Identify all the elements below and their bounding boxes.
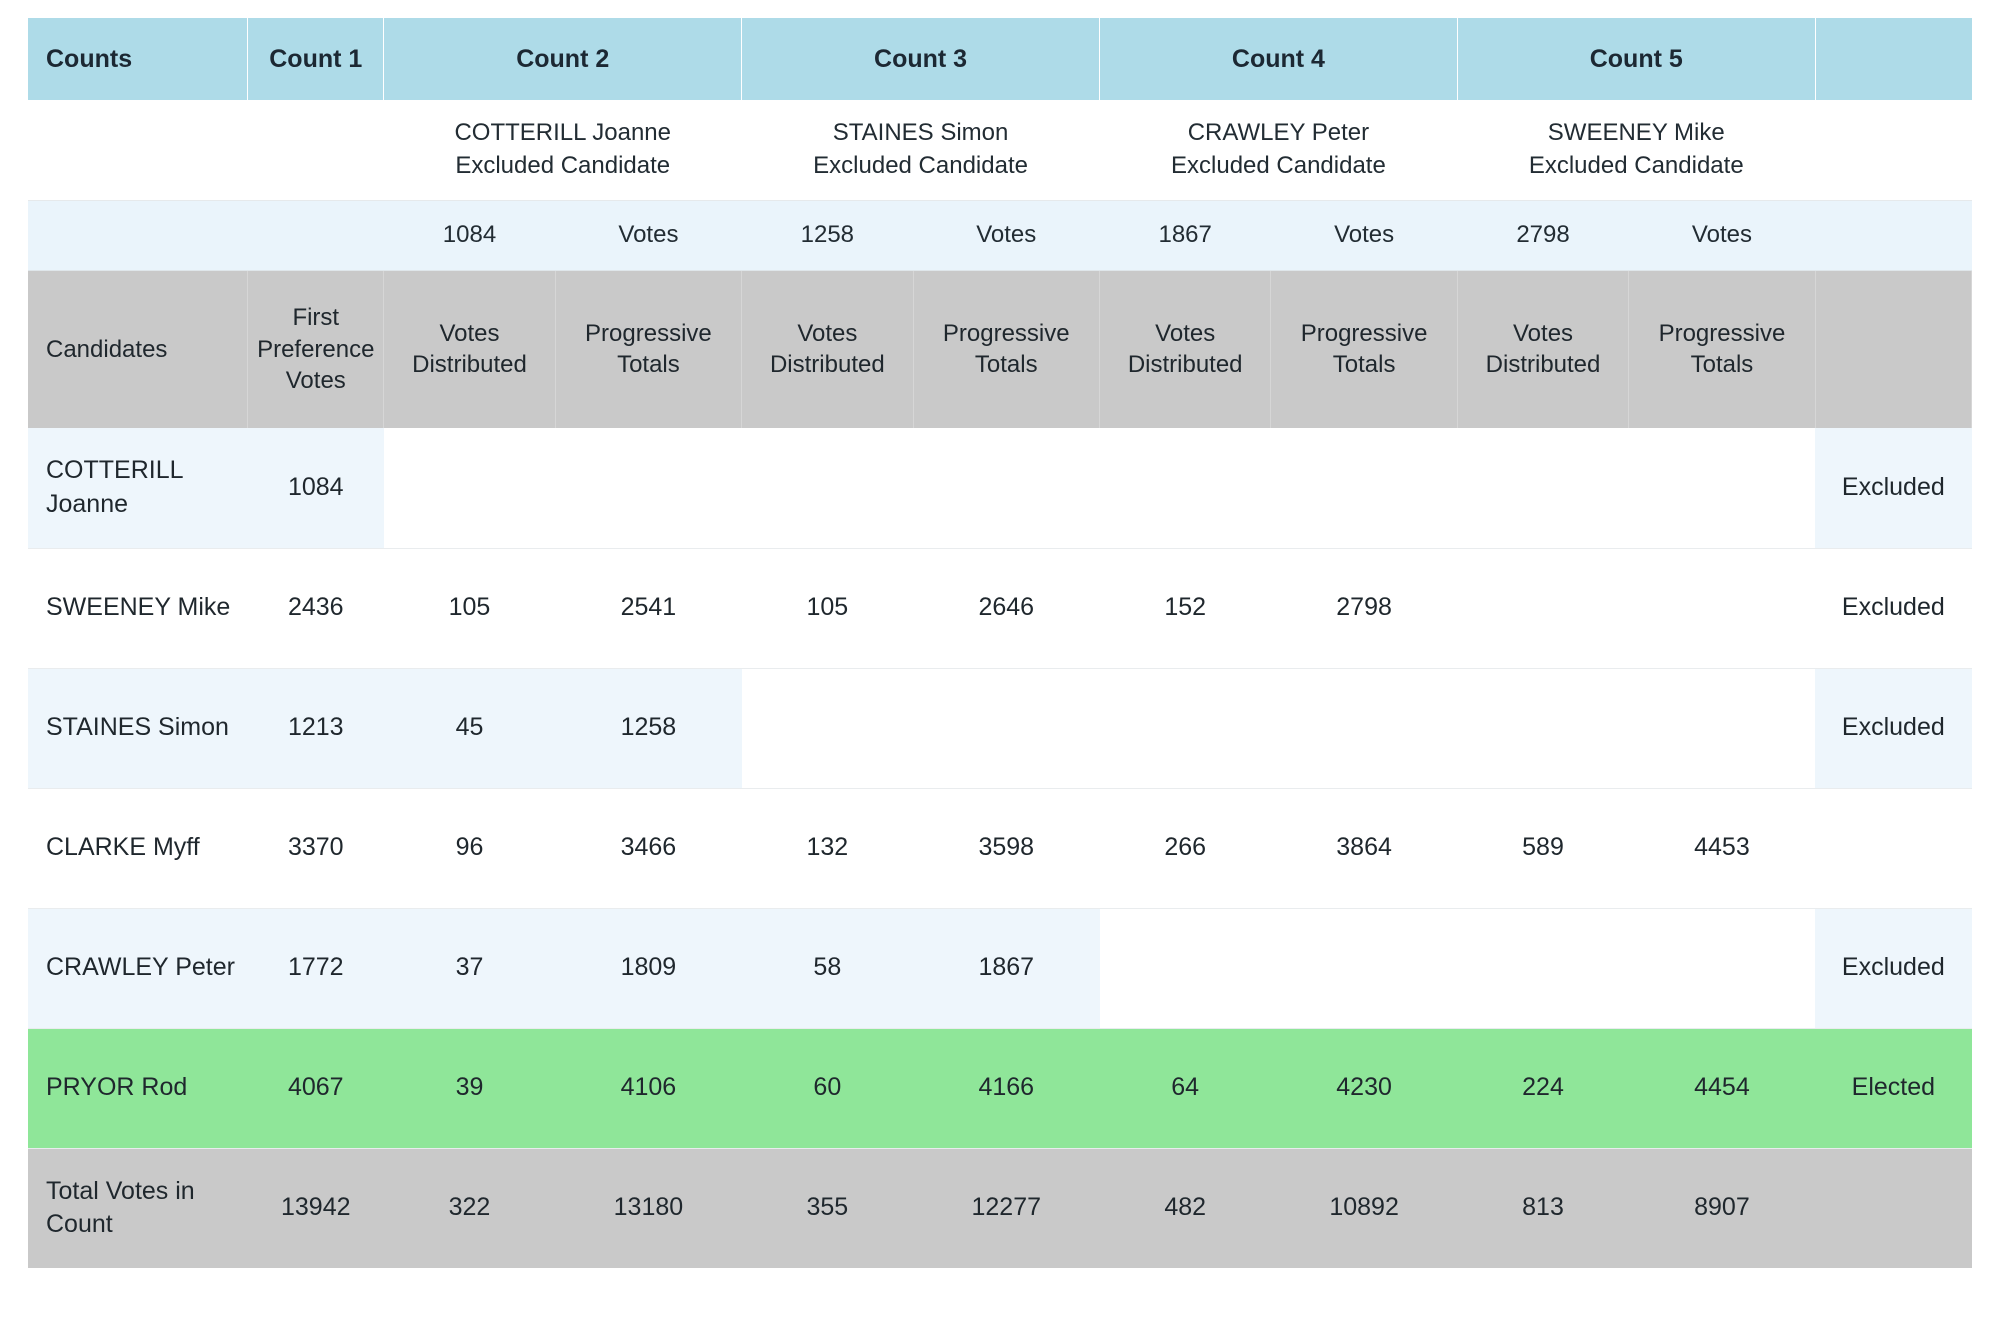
total-count-3-votes-distributed: 355 — [742, 1148, 913, 1268]
count-5-progressive-total: 4453 — [1629, 788, 1815, 908]
count-5-votes-distributed — [1457, 668, 1628, 788]
excluded-blank-name — [28, 100, 248, 200]
count-3-votes-distributed — [742, 668, 913, 788]
table-row — [28, 428, 1972, 548]
first-preference-votes: 1772 — [248, 908, 384, 1028]
election-count-results-table — [28, 18, 1972, 1268]
table-row — [28, 668, 1972, 788]
count-2-excluded-candidate-name: COTTERILL Joanne — [454, 119, 671, 147]
count-3-progressive-total: 2646 — [913, 548, 1099, 668]
votes-blank-name — [28, 200, 248, 270]
status-badge: Excluded — [1815, 548, 1971, 668]
excluded-blank-status — [1815, 100, 1971, 200]
candidate-name: SWEENEY Mike — [28, 548, 248, 668]
count-5-votes-distributed: 589 — [1457, 788, 1628, 908]
count-3-progressive-total: 3598 — [913, 788, 1099, 908]
first-preference-votes: 1213 — [248, 668, 384, 788]
candidate-name: COTTERILL Joanne — [28, 428, 248, 548]
count-3-progressive-total — [913, 668, 1099, 788]
count-5-votes-distributed-header: Votes Distributed — [1457, 270, 1628, 428]
count-2-progressive-totals-header: Progressive Totals — [555, 270, 741, 428]
count-5-votes-distributed: 224 — [1457, 1028, 1628, 1148]
count-2-votes-distributed: 37 — [384, 908, 555, 1028]
count-5-progressive-total — [1629, 428, 1815, 548]
count-5-votes-distributed — [1457, 908, 1628, 1028]
excluded-blank-count1 — [248, 100, 384, 200]
count-2-progressive-total: 3466 — [555, 788, 741, 908]
count-4-progressive-total: 4230 — [1271, 1028, 1457, 1148]
count-4-excluded-candidate-sub: Excluded Candidate — [1171, 151, 1386, 179]
first-preference-votes-header: First Preference Votes — [248, 270, 384, 428]
status-column-header — [1815, 270, 1971, 428]
count-3-progressive-total — [913, 428, 1099, 548]
count-2-progressive-total: 2541 — [555, 548, 741, 668]
count-3-votes-distributed: 60 — [742, 1028, 913, 1148]
first-preference-votes: 1084 — [248, 428, 384, 548]
count-2-votes-distributed: 96 — [384, 788, 555, 908]
total-count-4-votes-distributed: 482 — [1100, 1148, 1271, 1268]
count-5-progressive-total — [1629, 548, 1815, 668]
count-4-excluded-candidate — [1100, 100, 1458, 200]
count-5-progressive-total — [1629, 908, 1815, 1028]
count-2-excluded-votes-value: 1084 — [384, 200, 555, 270]
count-2-votes-label: Votes — [555, 200, 741, 270]
count-4-excluded-candidate-name: CRAWLEY Peter — [1187, 119, 1370, 147]
candidate-name: STAINES Simon — [28, 668, 248, 788]
count-3-votes-distributed: 58 — [742, 908, 913, 1028]
status-badge — [1815, 788, 1971, 908]
count-4-progressive-total — [1271, 668, 1457, 788]
table-row — [28, 548, 1972, 668]
total-count-5-votes-distributed: 813 — [1457, 1148, 1628, 1268]
column-header-row — [28, 270, 1972, 428]
count-4-votes-distributed — [1100, 428, 1271, 548]
count-4-progressive-total — [1271, 908, 1457, 1028]
first-preference-votes: 3370 — [248, 788, 384, 908]
total-count-2-progressive-total: 13180 — [555, 1148, 741, 1268]
status-badge: Excluded — [1815, 908, 1971, 1028]
count-3-votes-distributed-header: Votes Distributed — [742, 270, 913, 428]
status-column-header-blank — [1815, 18, 1971, 100]
first-preference-votes: 2436 — [248, 548, 384, 668]
totals-row — [28, 1148, 1972, 1268]
count-5-header: Count 5 — [1457, 18, 1815, 100]
count-2-votes-distributed — [384, 428, 555, 548]
counts-header-row — [28, 18, 1972, 100]
total-count-4-progressive-total: 10892 — [1271, 1148, 1457, 1268]
count-4-votes-distributed: 266 — [1100, 788, 1271, 908]
count-4-progressive-total: 2798 — [1271, 548, 1457, 668]
count-3-header: Count 3 — [742, 18, 1100, 100]
count-3-votes-label: Votes — [913, 200, 1099, 270]
count-4-votes-label: Votes — [1271, 200, 1457, 270]
count-3-excluded-candidate-sub: Excluded Candidate — [813, 151, 1028, 179]
count-5-progressive-totals-header: Progressive Totals — [1629, 270, 1815, 428]
candidates-column-header: Candidates — [28, 270, 248, 428]
table-row — [28, 908, 1972, 1028]
table-row — [28, 788, 1972, 908]
votes-blank-count1 — [248, 200, 384, 270]
total-first-preference-votes: 13942 — [248, 1148, 384, 1268]
count-3-votes-distributed — [742, 428, 913, 548]
count-3-progressive-totals-header: Progressive Totals — [913, 270, 1099, 428]
count-2-progressive-total: 4106 — [555, 1028, 741, 1148]
count-4-progressive-totals-header: Progressive Totals — [1271, 270, 1457, 428]
count-2-progressive-total — [555, 428, 741, 548]
count-4-excluded-votes-value: 1867 — [1100, 200, 1271, 270]
counts-label: Counts — [28, 18, 248, 100]
status-badge: Excluded — [1815, 428, 1971, 548]
count-2-votes-distributed: 105 — [384, 548, 555, 668]
status-badge: Elected — [1815, 1028, 1971, 1148]
count-3-progressive-total: 1867 — [913, 908, 1099, 1028]
table-row — [28, 1028, 1972, 1148]
count-3-votes-distributed: 105 — [742, 548, 913, 668]
count-2-progressive-total: 1258 — [555, 668, 741, 788]
count-2-votes-distributed: 39 — [384, 1028, 555, 1148]
total-votes-label: Total Votes in Count — [28, 1148, 248, 1268]
count-5-votes-label: Votes — [1629, 200, 1815, 270]
count-3-excluded-candidate — [742, 100, 1100, 200]
count-5-excluded-candidate-name: SWEENEY Mike — [1547, 119, 1725, 147]
count-2-header: Count 2 — [384, 18, 742, 100]
count-5-excluded-candidate — [1457, 100, 1815, 200]
count-2-votes-distributed: 45 — [384, 668, 555, 788]
excluded-candidate-row — [28, 100, 1972, 200]
count-4-progressive-total — [1271, 428, 1457, 548]
count-4-progressive-total: 3864 — [1271, 788, 1457, 908]
candidate-name: CLARKE Myff — [28, 788, 248, 908]
count-1-header: Count 1 — [248, 18, 384, 100]
count-4-votes-distributed: 64 — [1100, 1028, 1271, 1148]
count-2-progressive-total: 1809 — [555, 908, 741, 1028]
count-4-votes-distributed — [1100, 668, 1271, 788]
count-2-excluded-candidate — [384, 100, 742, 200]
count-4-votes-distributed: 152 — [1100, 548, 1271, 668]
count-5-votes-distributed — [1457, 548, 1628, 668]
totals-status-blank — [1815, 1148, 1971, 1268]
count-5-progressive-total: 4454 — [1629, 1028, 1815, 1148]
total-count-3-progressive-total: 12277 — [913, 1148, 1099, 1268]
count-5-progressive-total — [1629, 668, 1815, 788]
count-4-votes-distributed-header: Votes Distributed — [1100, 270, 1271, 428]
total-count-5-progressive-total: 8907 — [1629, 1148, 1815, 1268]
count-2-votes-distributed-header: Votes Distributed — [384, 270, 555, 428]
count-5-excluded-votes-value: 2798 — [1457, 200, 1628, 270]
status-badge: Excluded — [1815, 668, 1971, 788]
count-3-progressive-total: 4166 — [913, 1028, 1099, 1148]
count-4-header: Count 4 — [1100, 18, 1458, 100]
count-3-excluded-votes-value: 1258 — [742, 200, 913, 270]
candidate-name: CRAWLEY Peter — [28, 908, 248, 1028]
candidate-name: PRYOR Rod — [28, 1028, 248, 1148]
votes-subheader-row — [28, 200, 1972, 270]
count-5-excluded-candidate-sub: Excluded Candidate — [1528, 151, 1744, 179]
count-4-votes-distributed — [1100, 908, 1271, 1028]
count-3-votes-distributed: 132 — [742, 788, 913, 908]
count-2-excluded-candidate-sub: Excluded Candidate — [455, 151, 671, 179]
first-preference-votes: 4067 — [248, 1028, 384, 1148]
total-count-2-votes-distributed: 322 — [384, 1148, 555, 1268]
votes-blank-status — [1815, 200, 1971, 270]
count-3-excluded-candidate-name: STAINES Simon — [832, 119, 1009, 147]
count-5-votes-distributed — [1457, 428, 1628, 548]
